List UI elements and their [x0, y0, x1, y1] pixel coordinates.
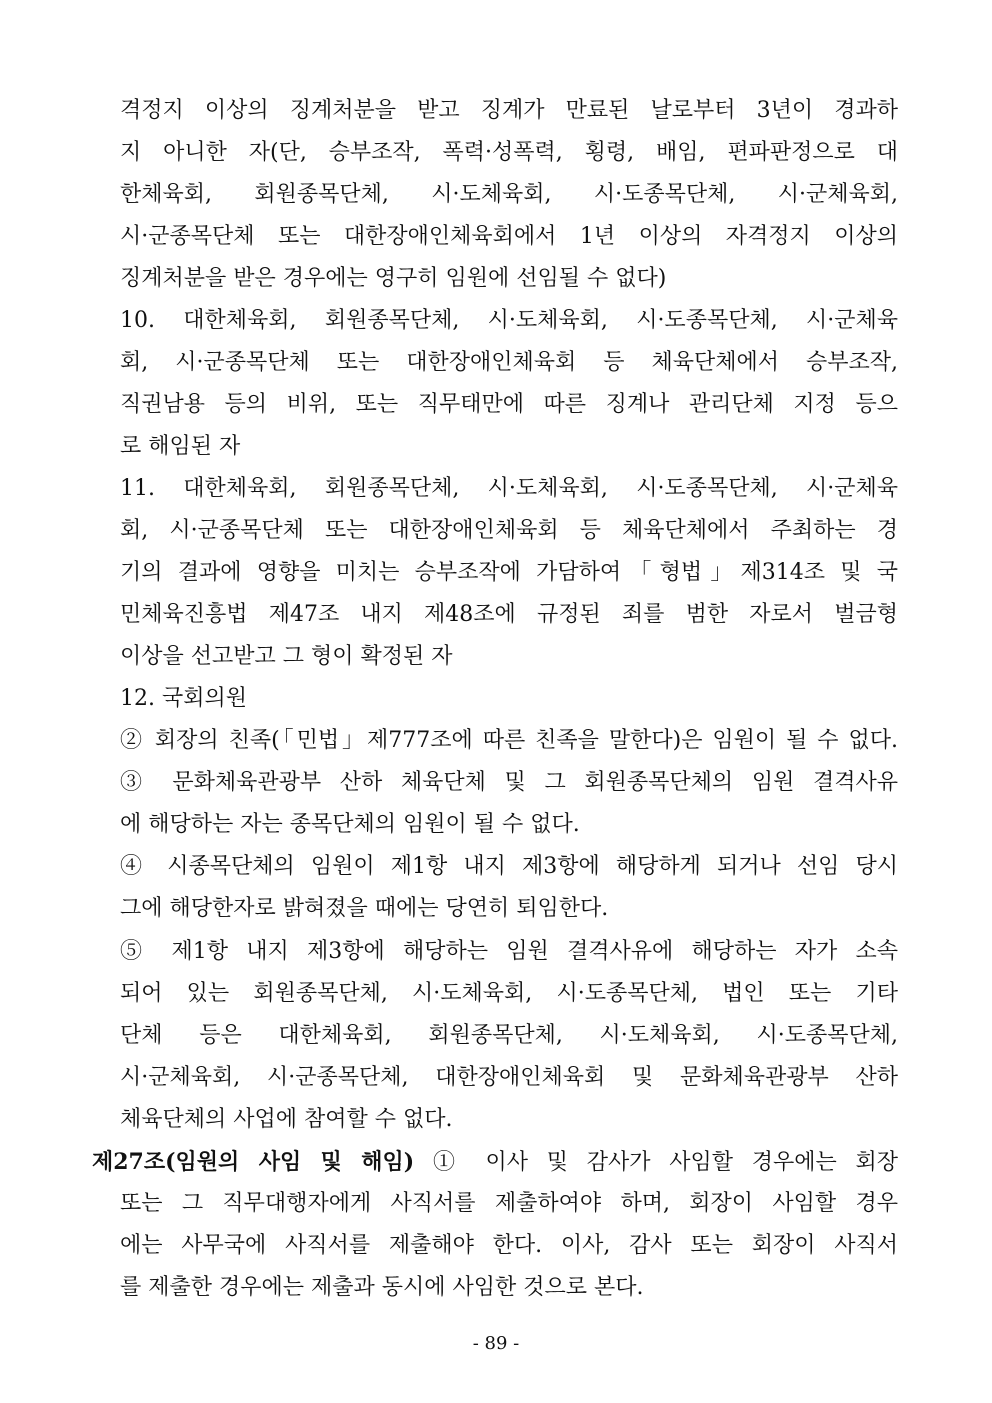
text-line: 로 해임된 자: [120, 434, 241, 459]
text-line: 시·군종목단체 또는 대한장애인체육회에서 1년 이상의 자격정지 이상의: [120, 224, 898, 249]
text-line: 에는 사무국에 사직서를 제출해야 한다. 이사, 감사 또는 회장이 사직서: [120, 1233, 898, 1258]
text-line: 지 아니한 자(단, 승부조작, 폭력·성폭력, 횡령, 배임, 편파판정으로 대: [120, 140, 898, 165]
text-line: 직권남용 등의 비위, 또는 직무태만에 따른 징계나 관리단체 지정 등으: [120, 392, 898, 417]
article-27-text: ① 이사 및 감사가 사임할 경우에는 회장: [414, 1150, 899, 1175]
item-12-line: 12. 국회의원: [120, 686, 247, 711]
page-number: - 89 -: [472, 1333, 520, 1354]
text-line: 격정지 이상의 징계처분을 받고 징계가 만료된 날로부터 3년이 경과하: [120, 98, 898, 123]
text-line: 를 제출한 경우에는 제출과 동시에 사임한 것으로 본다.: [120, 1275, 644, 1300]
paragraph-4-line: ④ 시종목단체의 임원이 제1항 내지 제3항에 해당하게 되거나 선임 당시: [120, 854, 898, 879]
text-line: 에 해당하는 자는 종목단체의 임원이 될 수 없다.: [120, 812, 580, 837]
text-line: 기의 결과에 영향을 미치는 승부조작에 가담하여「형법」제314조 및 국: [120, 560, 898, 585]
text-line: 단체 등은 대한체육회, 회원종목단체, 시·도체육회, 시·도종목단체,: [120, 1023, 898, 1048]
item-11-line: 11. 대한체육회, 회원종목단체, 시·도체육회, 시·도종목단체, 시·군체육: [120, 476, 898, 501]
text-line: 한체육회, 회원종목단체, 시·도체육회, 시·도종목단체, 시·군체육회,: [120, 182, 898, 207]
text-line: 되어 있는 회원종목단체, 시·도체육회, 시·도종목단체, 법인 또는 기타: [120, 981, 898, 1006]
text-line: 이상을 선고받고 그 형이 확정된 자: [120, 644, 453, 669]
text-line: 회, 시·군종목단체 또는 대한장애인체육회 등 체육단체에서 주최하는 경: [120, 518, 898, 543]
text-line: 징계처분을 받은 경우에는 영구히 임원에 선임될 수 없다): [120, 266, 667, 291]
paragraph-5-line: ⑤ 제1항 내지 제3항에 해당하는 임원 결격사유에 해당하는 자가 소속: [120, 939, 898, 964]
paragraph-3-line: ③ 문화체육관광부 산하 체육단체 및 그 회원종목단체의 임원 결격사유: [120, 770, 898, 795]
article-27-title: 제27조(임원의 사임 및 해임): [92, 1149, 415, 1175]
text-line: 그에 해당한자로 밝혀졌을 때에는 당연히 퇴임한다.: [120, 896, 609, 921]
text-line: 민체육진흥법 제47조 내지 제48조에 규정된 죄를 범한 자로서 벌금형: [120, 602, 898, 627]
text-line: 체육단체의 사업에 참여할 수 없다.: [120, 1107, 453, 1132]
text-line: 시·군체육회, 시·군종목단체, 대한장애인체육회 및 문화체육관광부 산하: [120, 1065, 898, 1090]
article-27-first-line: [92, 1147, 898, 1178]
paragraph-2-line: ② 회장의 친족(「민법」제777조에 따른 친족을 말한다)은 임원이 될 수 없다.: [120, 728, 898, 753]
item-10-line: 10. 대한체육회, 회원종목단체, 시·도체육회, 시·도종목단체, 시·군체육: [120, 308, 898, 333]
text-line: 또는 그 직무대행자에게 사직서를 제출하여야 하며, 회장이 사임할 경우: [120, 1191, 898, 1216]
text-line: 회, 시·군종목단체 또는 대한장애인체육회 등 체육단체에서 승부조작,: [120, 350, 898, 375]
